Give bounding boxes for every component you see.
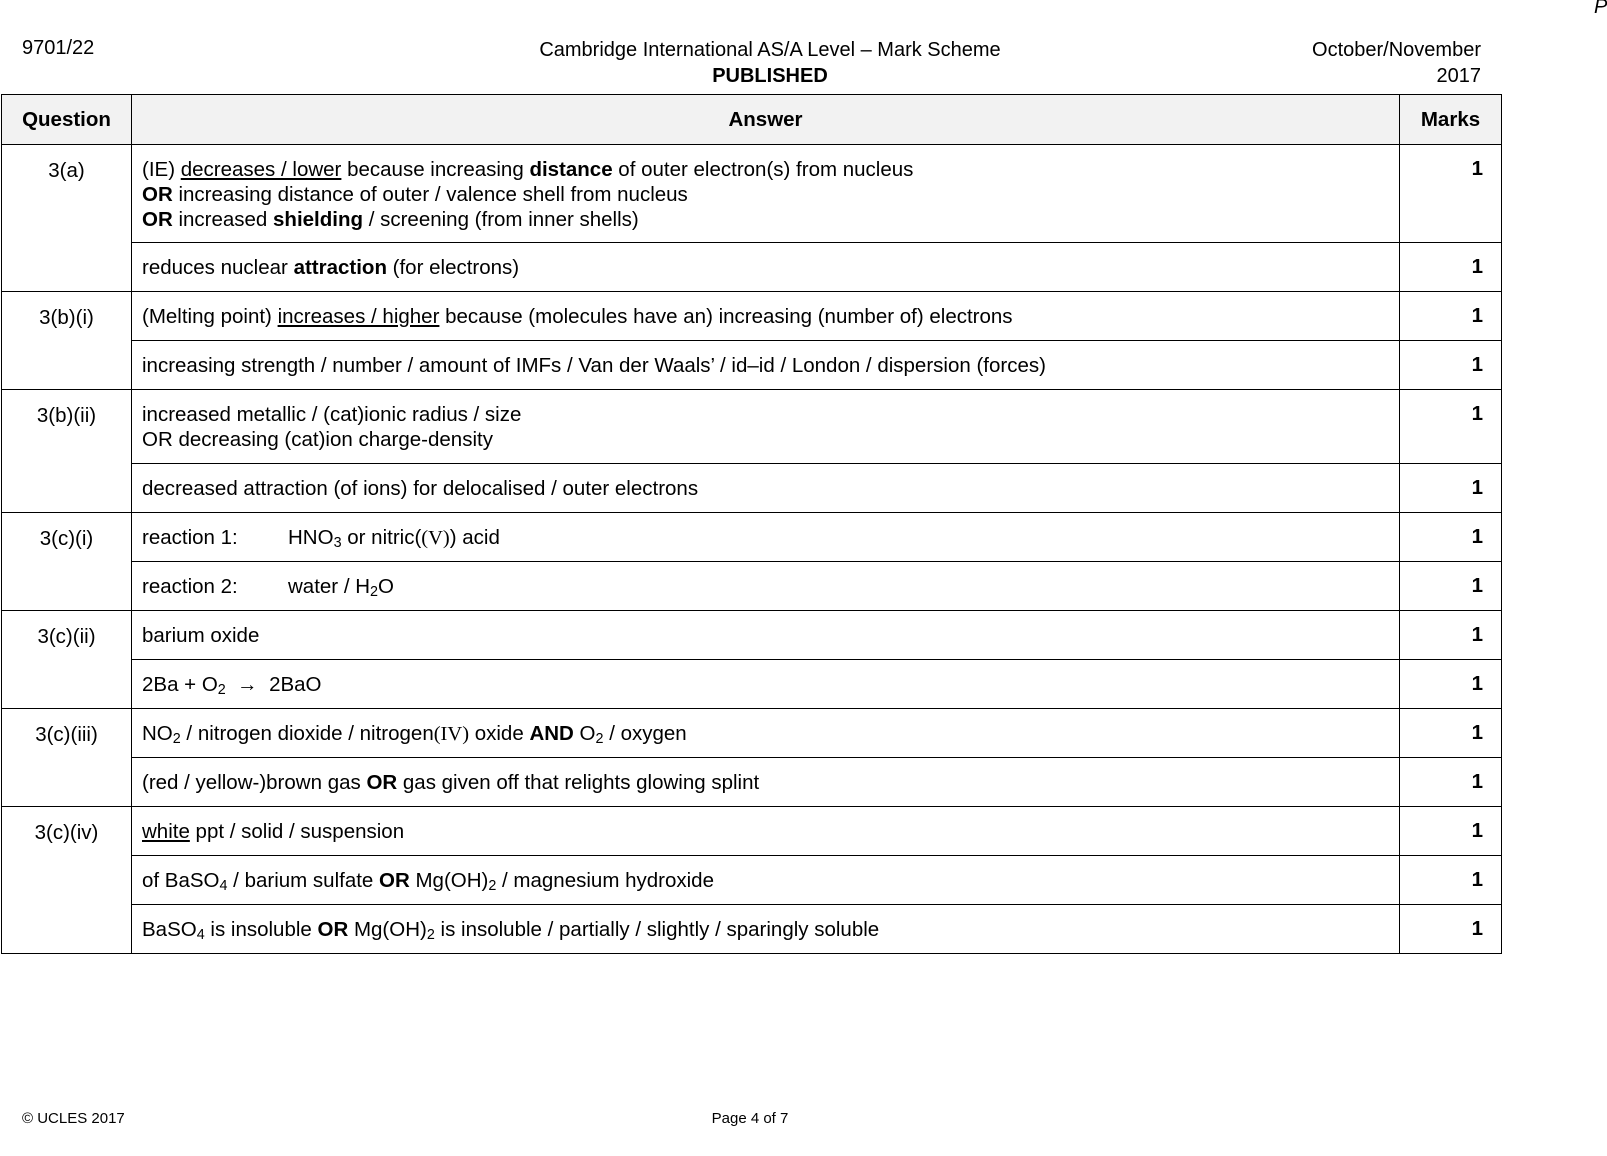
table-row — [2, 758, 1502, 807]
exam-session — [1250, 37, 1481, 89]
header-title: Cambridge International AS/A Level – Mark Scheme — [539, 39, 1001, 61]
answer-cell: $NO_2$ / nitrogen dioxide / nitrogen(IV) oxide AND $O_2$ / oxygen — [132, 709, 1400, 758]
column-header-answer: Answer — [132, 95, 1400, 145]
mark-value: 1 — [1400, 243, 1502, 292]
answer-cell: (IE) decreases / lower because increasing distance of outer electron(s) from nucleus OR increasing distance of outer / valence shell from nucleus OR increased shielding / screening (from inner shells) — [132, 145, 1400, 243]
answer-cell: of BaSO$_4$ / barium sulfate OR $Mg(OH)_2$ / magnesium hydroxide — [132, 856, 1400, 905]
answer-cell: reduces nuclear attraction (for electrons) — [132, 243, 1400, 292]
table-row — [2, 464, 1502, 513]
mark-value: 1 — [1400, 856, 1502, 905]
column-header-marks: Marks — [1400, 95, 1502, 145]
mark-value: 1 — [1400, 292, 1502, 341]
session-line-2: 2017 — [1436, 65, 1481, 87]
table-row — [2, 513, 1502, 562]
mark-value: 1 — [1400, 611, 1502, 660]
table-row — [2, 807, 1502, 856]
underlined-key-term: decreases / lower — [180, 158, 342, 181]
answer-cell: barium oxide — [132, 611, 1400, 660]
column-header-question: Question — [2, 95, 132, 145]
answer-cell: (red / yellow-)brown gas OR gas given off that relights glowing splint — [132, 758, 1400, 807]
mark-value: 1 — [1400, 709, 1502, 758]
question-number: 3(b)(i) — [2, 292, 132, 390]
table-row — [2, 611, 1502, 660]
answer-cell: reaction 1: $HNO_3$ or nitric((V)) acid — [132, 513, 1400, 562]
corner-mark: P — [1594, 0, 1607, 18]
mark-scheme-table — [1, 94, 1502, 954]
table-row — [2, 243, 1502, 292]
mark-value: 1 — [1400, 513, 1502, 562]
answer-cell: reaction 2: water / $H_2O$ — [132, 562, 1400, 611]
table-row — [2, 660, 1502, 709]
table-header-row — [2, 95, 1502, 145]
question-number: 3(c)(ii) — [2, 611, 132, 709]
table-row — [2, 856, 1502, 905]
mark-value: 1 — [1400, 758, 1502, 807]
table-row — [2, 562, 1502, 611]
table-row — [2, 390, 1502, 464]
answer-cell: BaSO$_4$ is insoluble OR $Mg(OH)_2$ is insoluble / partially / slightly / sparingly soluble — [132, 905, 1400, 954]
table-row — [2, 341, 1502, 390]
question-number: 3(c)(i) — [2, 513, 132, 611]
answer-cell: (Melting point) increases / higher because (molecules have an) increasing (number of) electrons — [132, 292, 1400, 341]
mark-value: 1 — [1400, 341, 1502, 390]
underlined-key-term: increases / higher — [277, 305, 440, 328]
table-row — [2, 145, 1502, 243]
table-row — [2, 709, 1502, 758]
mark-value: 1 — [1400, 390, 1502, 464]
table-row — [2, 905, 1502, 954]
answer-cell: decreased attraction (of ions) for delocalised / outer electrons — [132, 464, 1400, 513]
question-number: 3(c)(iii) — [2, 709, 132, 807]
mark-value: 1 — [1400, 807, 1502, 856]
mark-value: 1 — [1400, 464, 1502, 513]
question-number: 3(b)(ii) — [2, 390, 132, 513]
mark-value: 1 — [1400, 905, 1502, 954]
answer-cell: $2Ba + O_2 \to 2BaO$ — [132, 660, 1400, 709]
paper-code: 9701/22 — [22, 37, 95, 59]
mark-value: 1 — [1400, 562, 1502, 611]
answer-cell: increased metallic / (cat)ionic radius / size OR decreasing (cat)ion charge-density — [132, 390, 1400, 464]
underlined-key-term: white — [142, 820, 190, 843]
reaction-label: reaction 2: — [142, 575, 238, 598]
question-number: 3(a) — [2, 145, 132, 292]
header-subtitle: PUBLISHED — [712, 65, 828, 87]
reaction-label: reaction 1: — [142, 526, 238, 549]
question-number: 3(c)(iv) — [2, 807, 132, 954]
answer-cell: increasing strength / number / amount of IMFs / Van der Waals’ / id–id / London / dispersion (forces) — [132, 341, 1400, 390]
page-header-title — [470, 37, 1070, 89]
answer-cell: white ppt / solid / suspension — [132, 807, 1400, 856]
page-number: Page 4 of 7 — [711, 1110, 789, 1127]
mark-value: 1 — [1400, 660, 1502, 709]
mark-value: 1 — [1400, 145, 1502, 243]
table-row — [2, 292, 1502, 341]
copyright-notice: © UCLES 2017 — [22, 1110, 125, 1127]
session-line-1: October/November — [1312, 39, 1481, 61]
